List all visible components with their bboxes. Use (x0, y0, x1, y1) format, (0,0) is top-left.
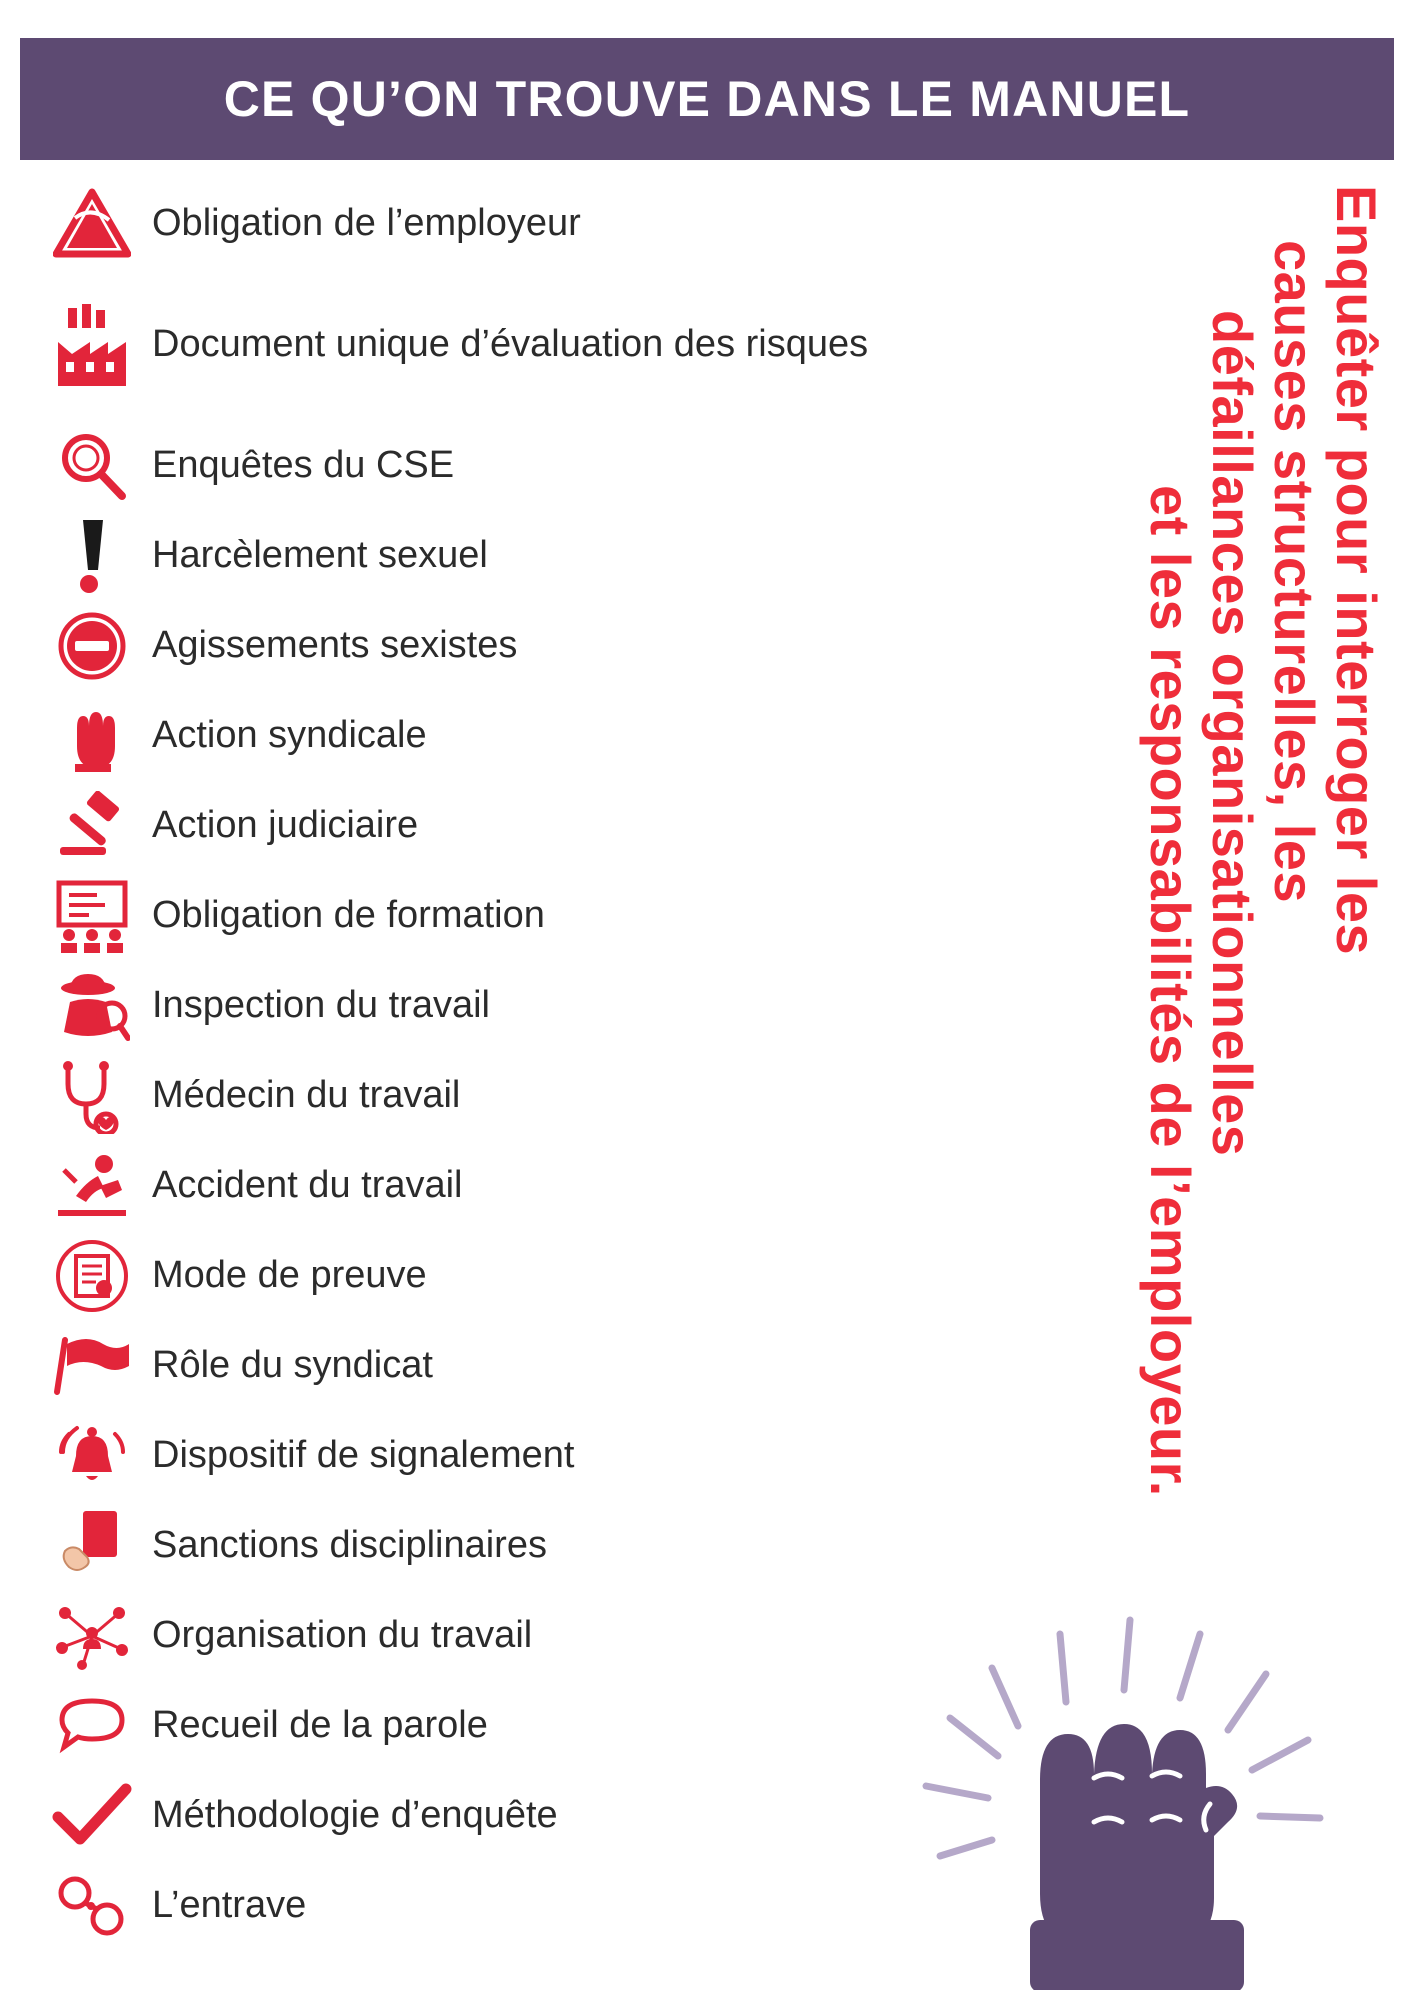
training-board-icon (46, 875, 138, 957)
vertical-statement-line-3: défaillances organisationnelles (1201, 310, 1264, 1157)
list-item (46, 1502, 886, 1590)
list-item (46, 692, 886, 780)
speech-bubble-icon (46, 1685, 138, 1767)
list-item-label: Accident du travail (152, 1164, 463, 1207)
falling-person-icon (46, 1145, 138, 1227)
page-title: CE QU’ON TROUVE DANS LE MANUEL (223, 71, 1191, 127)
check-mark-icon (46, 1775, 138, 1857)
list-item-label: Inspection du travail (152, 984, 490, 1027)
list-item-label: Obligation de l’employeur (152, 202, 581, 245)
list-item-label: L’entrave (152, 1884, 307, 1927)
list-item (46, 1412, 886, 1500)
vertical-statement-line-1: Enquêter pour interroger les (1325, 185, 1388, 956)
red-flag-icon (46, 1325, 138, 1407)
list-item-label: Obligation de formation (152, 894, 545, 937)
list-item-label: Action judiciaire (152, 804, 419, 847)
list-item (46, 1862, 886, 1950)
header-banner (20, 38, 1394, 160)
list-item (46, 872, 886, 960)
raised-fist-illustration (880, 1590, 1380, 1990)
handcuffs-icon (46, 1865, 138, 1947)
list-item-label: Agissements sexistes (152, 624, 518, 667)
list-item (46, 270, 886, 420)
red-card-icon (46, 1505, 138, 1587)
exclamation-mark-icon (46, 515, 138, 597)
list-item-label: Action syndicale (152, 714, 427, 757)
list-item (46, 1682, 886, 1770)
detective-icon (46, 965, 138, 1047)
list-item (46, 602, 886, 690)
list-item (46, 1052, 886, 1140)
vertical-statement-line-2: causes structurelles, les (1263, 240, 1326, 904)
vertical-statement-line-4: et les responsabilités de l’employeur. (1139, 485, 1202, 1497)
warning-triangle-icon (46, 183, 138, 265)
list-item (46, 1322, 886, 1410)
manual-contents-list (46, 180, 886, 1952)
stethoscope-icon (46, 1055, 138, 1137)
list-item (46, 422, 886, 510)
list-item-label: Organisation du travail (152, 1614, 533, 1657)
list-item (46, 1772, 886, 1860)
alarm-bell-icon (46, 1415, 138, 1497)
factory-icon (46, 304, 138, 386)
list-item (46, 782, 886, 870)
list-item-label: Rôle du syndicat (152, 1344, 433, 1387)
list-item (46, 512, 886, 600)
list-item-label: Médecin du travail (152, 1074, 461, 1117)
list-item (46, 1142, 886, 1230)
raised-fist-icon (46, 695, 138, 777)
no-entry-icon (46, 605, 138, 687)
list-item-label: Harcèlement sexuel (152, 534, 488, 577)
list-item-label: Recueil de la parole (152, 1704, 488, 1747)
list-item (46, 1592, 886, 1680)
list-item-label: Dispositif de signalement (152, 1434, 575, 1477)
list-item-label: Mode de preuve (152, 1254, 427, 1297)
list-item (46, 962, 886, 1050)
network-org-icon (46, 1595, 138, 1677)
gavel-icon (46, 785, 138, 867)
list-item (46, 1232, 886, 1320)
magnifier-icon (46, 425, 138, 507)
list-item-label: Document unique d’évaluation des risques (152, 323, 869, 366)
list-item-label: Sanctions disciplinaires (152, 1524, 547, 1567)
list-item (46, 180, 886, 268)
vertical-statement (1136, 185, 1388, 1585)
list-item-label: Enquêtes du CSE (152, 444, 455, 487)
list-item-label: Méthodologie d’enquête (152, 1794, 558, 1837)
document-seal-icon (46, 1235, 138, 1317)
